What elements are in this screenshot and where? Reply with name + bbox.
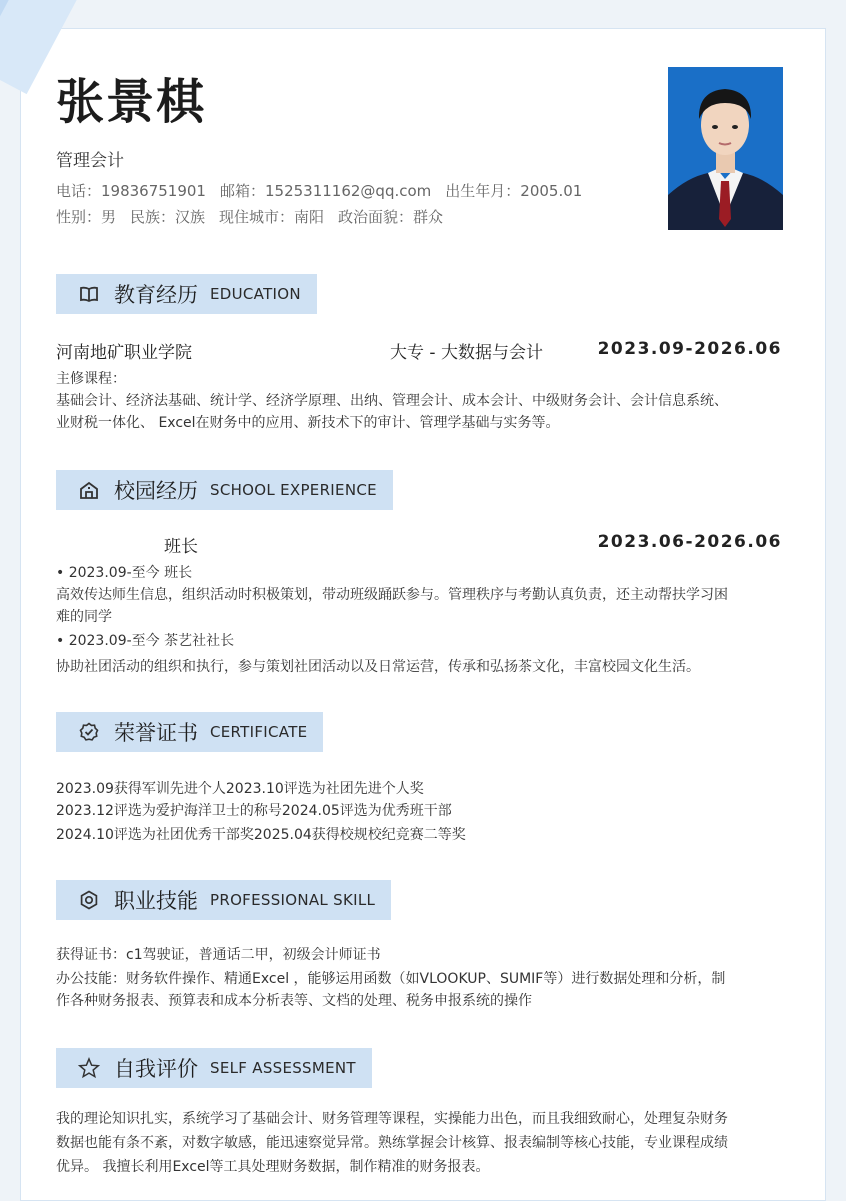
- city: 现住城市：南阳: [219, 208, 325, 226]
- ethnicity: 民族：汉族: [130, 208, 206, 226]
- section-header-skill: [56, 880, 391, 920]
- skill-line: 办公技能：财务软件操作、精通Excel ，能够运用函数（如VLOOKUP、SUMIF等）进行数据处理和分析，制: [56, 971, 726, 987]
- section-header-certificate: [56, 712, 323, 752]
- major: 大专 - 大数据与会计: [390, 343, 543, 363]
- section-title-en: EDUCATION: [210, 285, 301, 303]
- politics: 政治面貌：群众: [338, 208, 444, 226]
- email: 邮箱：1525311162@qq.com: [219, 182, 432, 200]
- assessment-line: 我的理论知识扎实，系统学习了基础会计、财务管理等课程，实操能力出色，而且我细致耐心，处理复杂财务: [56, 1111, 728, 1127]
- section-header-education: [56, 274, 317, 314]
- section-title: 自我评价: [114, 1057, 198, 1081]
- phone: 电话：19836751901: [56, 182, 206, 200]
- certificate-line: 2024.10评选为社团优秀干部奖2025.04获得校规校纪竞赛二等奖: [56, 827, 466, 843]
- experience-desc: 高效传达师生信息，组织活动时积极策划，带动班级踊跃参与。管理秩序与考勤认真负责，还主动帮扶学习困: [56, 587, 728, 603]
- badge-check-icon: [78, 721, 100, 743]
- courses-line: 业财税一体化、 Excel在财务中的应用、新技术下的审计、管理学基础与实务等。: [56, 415, 560, 431]
- education-date: 2023.09-2026.06: [597, 339, 782, 359]
- section-header-school: [56, 470, 393, 510]
- experience-desc: 难的同学: [56, 609, 112, 625]
- section-title-en: SELF ASSESSMENT: [210, 1059, 356, 1077]
- certificate-line: 2023.12评选为爱护海洋卫士的称号2024.05评选为优秀班干部: [56, 803, 452, 819]
- birth-date: 出生年月：2005.01: [445, 182, 583, 200]
- gender: 性别：男: [56, 208, 117, 226]
- section-title-en: PROFESSIONAL SKILL: [210, 891, 376, 909]
- assessment-line: 数据也能有条不紊，对数字敏感，能迅速察觉异常。熟练掌握会计核算、报表编制等核心技能，专业课程成绩: [56, 1135, 728, 1151]
- experience-desc: 协助社团活动的组织和执行，参与策划社团活动以及日常运营，传承和弘扬茶文化，丰富校园文化生活。: [56, 659, 700, 675]
- book-icon: [78, 283, 100, 305]
- courses-label: 主修课程：: [56, 371, 126, 387]
- job-title: 管理会计: [56, 151, 124, 171]
- section-title: 职业技能: [114, 889, 198, 913]
- section-header-assessment: [56, 1048, 372, 1088]
- section-title: 荣誉证书: [114, 721, 198, 745]
- target-icon: [78, 889, 100, 911]
- section-title: 教育经历: [114, 283, 198, 307]
- skill-line: 作各种财务报表、预算表和成本分析表等、文档的处理、税务申报系统的操作: [56, 993, 532, 1009]
- section-title: 校园经历: [114, 479, 198, 503]
- section-title-en: SCHOOL EXPERIENCE: [210, 481, 377, 499]
- experience-item-head: • 2023.09-至今 茶艺社社长: [56, 633, 235, 649]
- experience-item-head: • 2023.09-至今 班长: [56, 565, 193, 581]
- assessment-line: 优异。 我擅长利用Excel等工具处理财务数据，制作精准的财务报表。: [56, 1159, 490, 1175]
- courses-line: 基础会计、经济法基础、统计学、经济学原理、出纳、管理会计、成本会计、中级财务会计、会计信息系统、: [56, 393, 728, 409]
- building-icon: [78, 479, 100, 501]
- contact-line: [56, 180, 596, 201]
- skill-line: 获得证书：c1驾驶证，普通话二甲，初级会计师证书: [56, 947, 381, 963]
- profile-photo: [668, 67, 783, 230]
- star-icon: [78, 1057, 100, 1079]
- candidate-name: 张景棋: [56, 74, 207, 130]
- personal-line: [56, 206, 457, 227]
- school-name: 河南地矿职业学院: [56, 343, 192, 363]
- section-title-en: CERTIFICATE: [210, 723, 308, 741]
- certificate-line: 2023.09获得军训先进个人2023.10评选为社团先进个人奖: [56, 781, 424, 797]
- school-date: 2023.06-2026.06: [597, 532, 782, 552]
- school-position: 班长: [164, 537, 198, 557]
